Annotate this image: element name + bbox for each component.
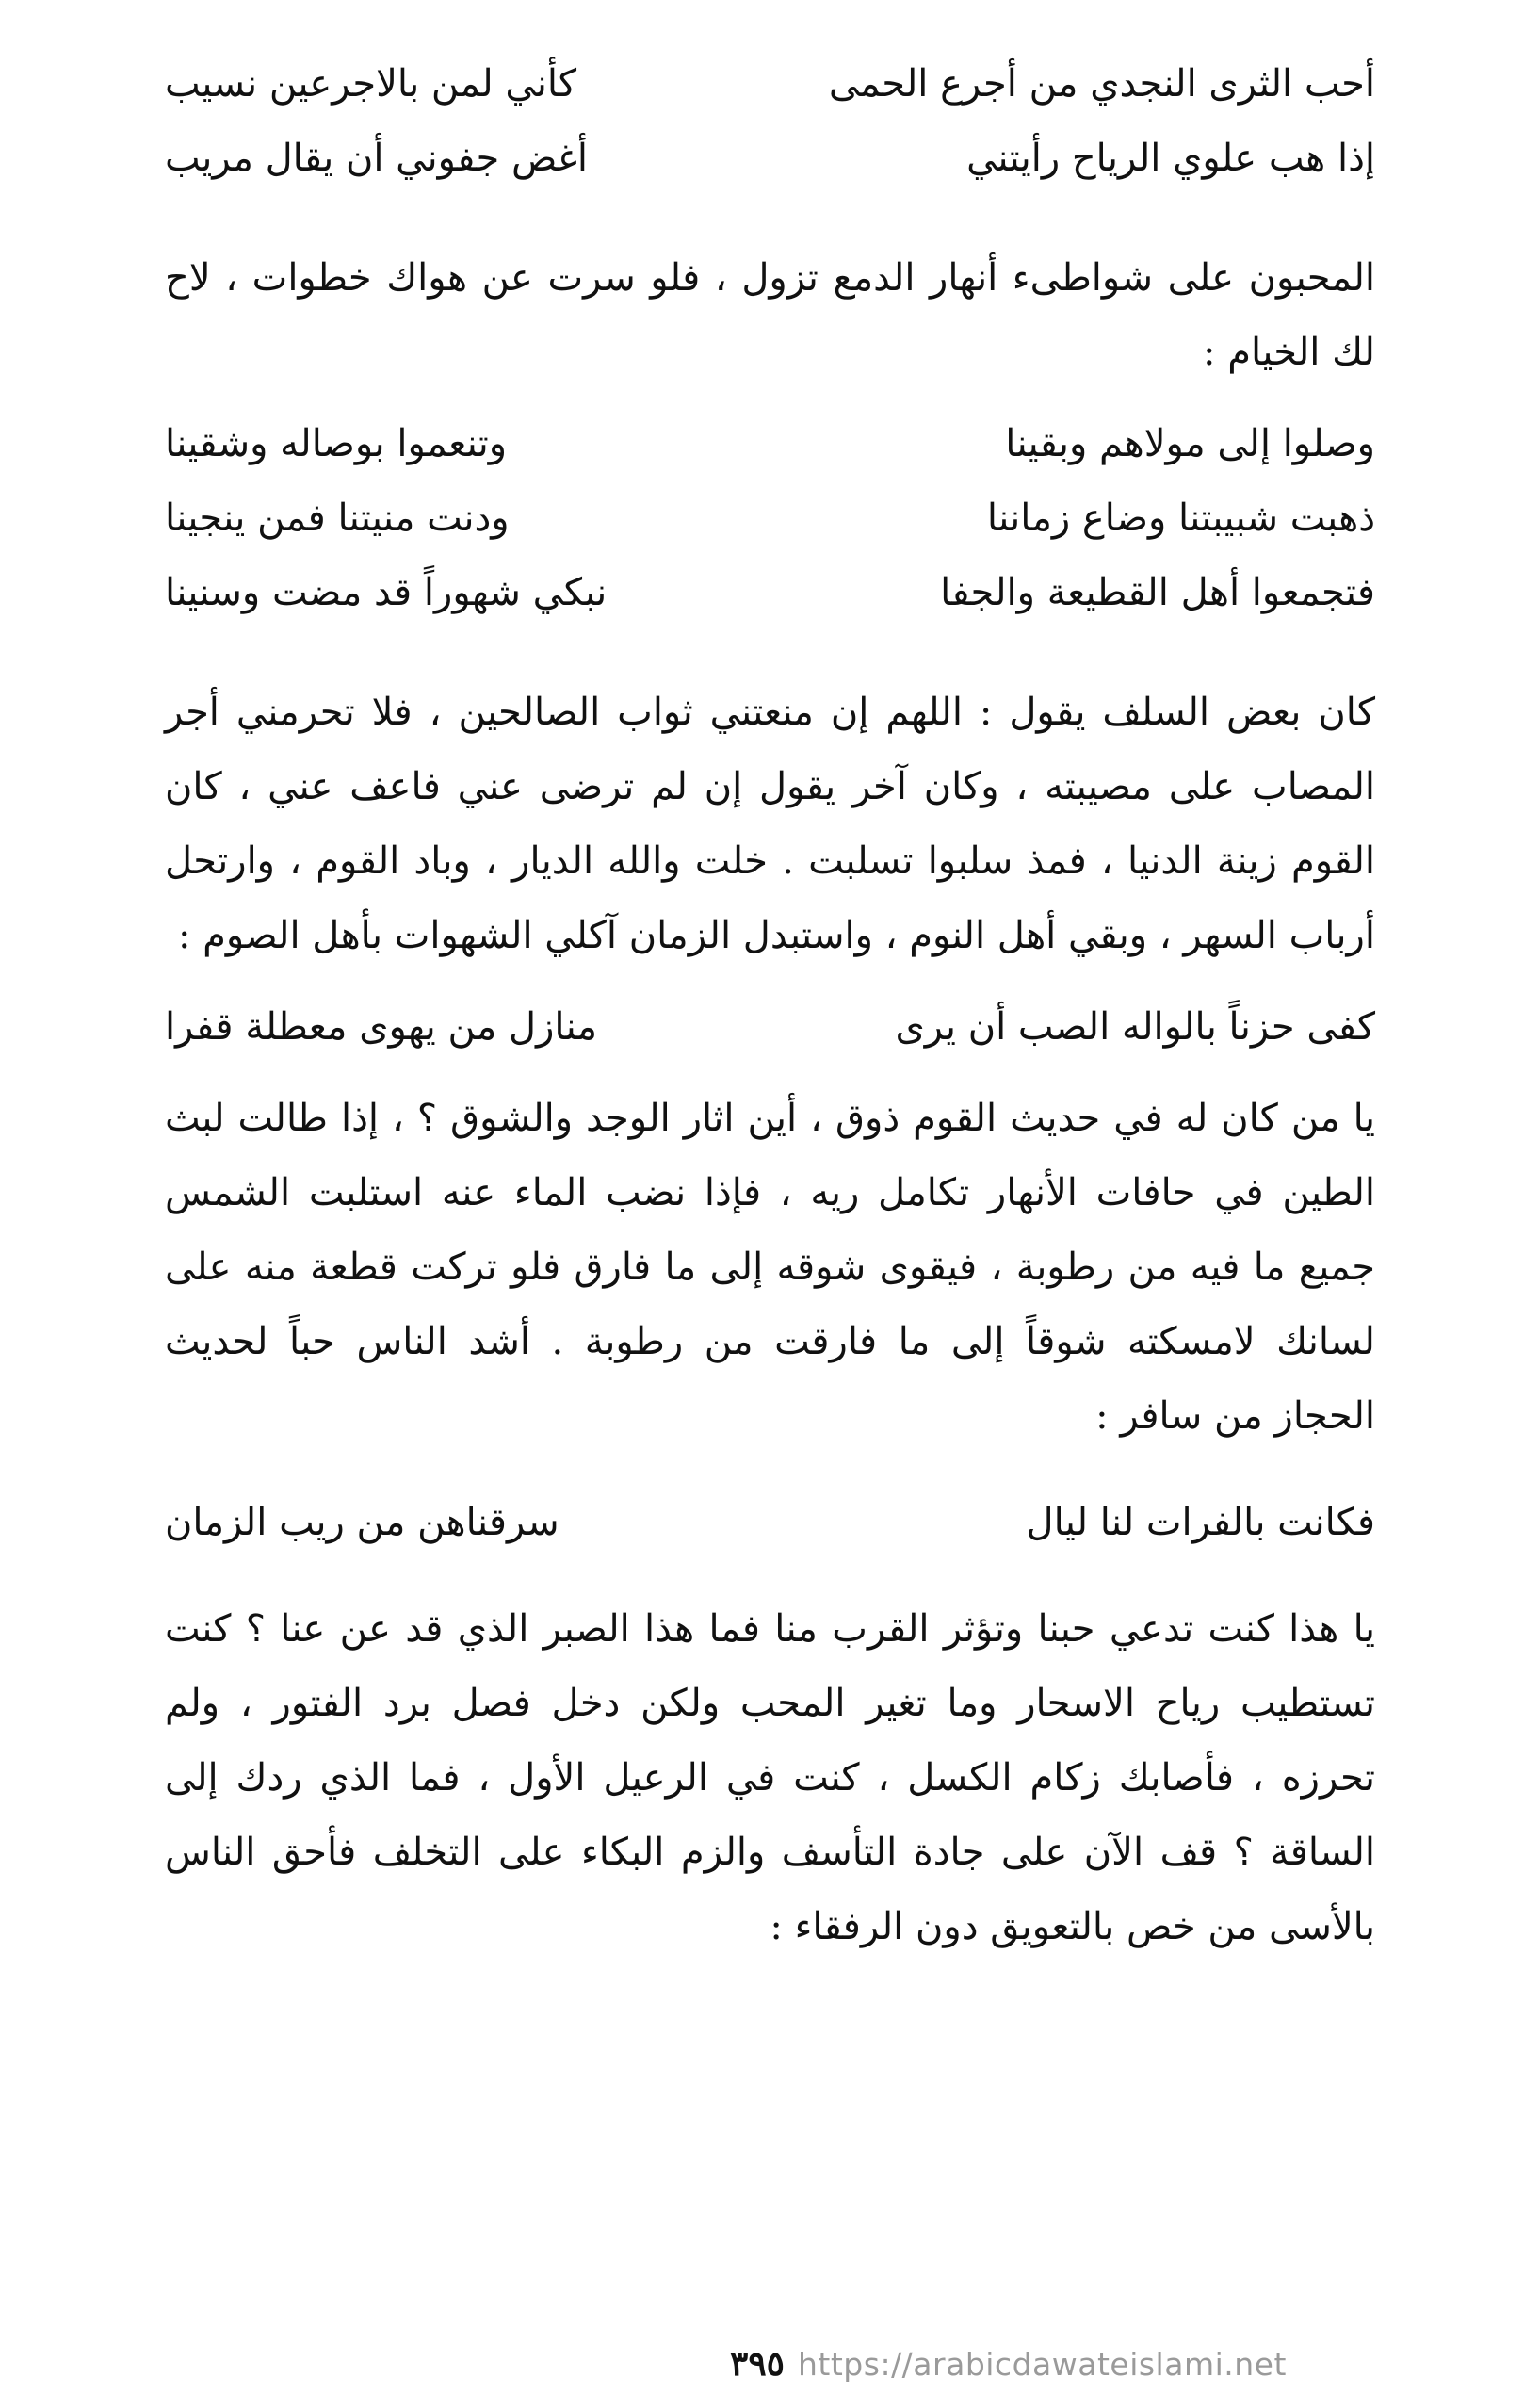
paragraph-4: يا هذا كنت تدعي حبنا وتؤثر القرب منا فما هذا الصبر الذي قد عن عنا ؟ كنت تستطيب رياح الاسحار وما تغير المحب ولكن دخل فصل برد الفتور ، ولم تحرزه ، فأصابك زكام الكسل ، كنت في الرعيل الأول ، فما الذي ردك إلى الساقة ؟ قف الآن على جادة التأسف والزم البكاء على التخلف فأحق الناس بالأسى من خص بالتعويق دون الرفقاء :: [165, 1607, 1375, 1948]
first-hemistich: أحب الثرى النجدي من أجرع الحمى: [828, 62, 1375, 106]
page-footer: [730, 2344, 1287, 2384]
poem-2-line-1: [165, 407, 1375, 481]
second-hemistich: سرقناهن من ريب الزمان: [165, 1501, 559, 1544]
second-hemistich: ودنت منيتنا فمن ينجينا: [165, 497, 510, 540]
second-hemistich: منازل من يهوى معطلة قفرا: [165, 1005, 598, 1049]
poem-4: [165, 1486, 1375, 1560]
first-hemistich: ذهبت شبيبتنا وضاع زماننا: [986, 497, 1375, 540]
first-hemistich: إذا هب علوي الرياح رأيتني: [966, 137, 1375, 180]
poem-1: [165, 47, 1375, 196]
second-hemistich: نبكي شهوراً قد مضت وسنينا: [165, 571, 608, 614]
watermark-link[interactable]: https://arabicdawateislami.net: [798, 2346, 1287, 2383]
poem-1-line-2: [165, 122, 1375, 196]
second-hemistich: أغض جفوني أن يقال مريب: [165, 137, 589, 180]
paragraph-2: كان بعض السلف يقول : اللهم إن منعتني ثواب الصالحين ، فلا تحرمني أجر المصاب على مصيبته ، وكان آخر يقول إن لم ترضى عني فاعف عني ، كان القوم زينة الدنيا ، فمذ سلبوا تسلبت . خلت والله الديار ، وباد القوم ، وارتحل أرباب السهر ، وبقي أهل النوم ، واستبدل الزمان آكلي الشهوات بأهل الصوم :: [165, 691, 1375, 957]
first-hemistich: كفى حزناً بالواله الصب أن يرى: [895, 1005, 1375, 1049]
second-hemistich: وتنعموا بوصاله وشقينا: [165, 422, 508, 465]
poem-1-line-1: [165, 47, 1375, 122]
first-hemistich: وصلوا إلى مولاهم وبقينا: [1005, 422, 1375, 465]
first-hemistich: فتجمعوا أهل القطيعة والجفا: [940, 571, 1375, 614]
first-hemistich: فكانت بالفرات لنا ليال: [1026, 1501, 1375, 1544]
poem-3-line-1: [165, 990, 1375, 1065]
poem-2-line-2: [165, 481, 1375, 556]
paragraph-1: المحبون على شواطىء أنهار الدمع تزول ، فلو سرت عن هواك خطوات ، لاح لك الخيام :: [165, 256, 1375, 374]
page-content: [165, 47, 1375, 1964]
poem-2-line-3: [165, 556, 1375, 630]
second-hemistich: كأني لمن بالاجرعين نسيب: [165, 62, 577, 106]
paragraph-3: يا من كان له في حديث القوم ذوق ، أين اثار الوجد والشوق ؟ ، إذا طالت لبث الطين في حافات الأنهار تكامل ريه ، فإذا نضب الماء عنه استلبت الشمس جميع ما فيه من رطوبة ، فيقوى شوقه إلى ما فارق فلو تركت قطعة منه على لسانك لامسكته شوقاً إلى ما فارقت من رطوبة . أشد الناس حباً لحديث الحجاز من سافر :: [165, 1097, 1375, 1438]
poem-3: [165, 990, 1375, 1065]
page-number: ٣٩٥: [730, 2344, 786, 2384]
poem-4-line-1: [165, 1486, 1375, 1560]
poem-2: [165, 407, 1375, 630]
